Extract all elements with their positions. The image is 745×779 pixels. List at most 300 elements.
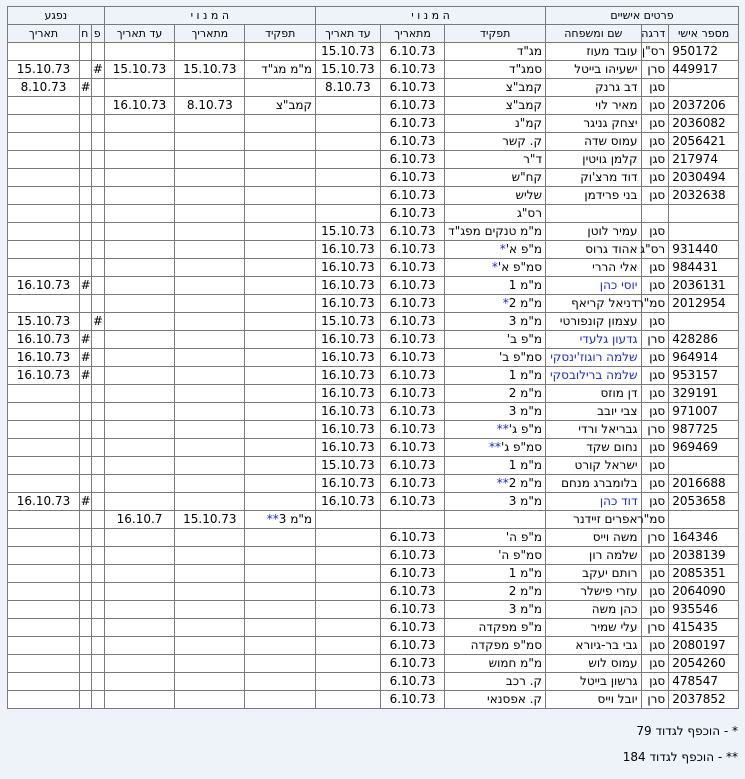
cell-date	[8, 97, 80, 115]
cell-to	[316, 583, 381, 601]
cell-to: 16.10.73	[316, 241, 381, 259]
table-row	[8, 655, 739, 673]
table-row	[8, 529, 739, 547]
cell-to	[316, 151, 381, 169]
cell-rank: סרן	[641, 421, 669, 439]
cell-h	[79, 241, 91, 259]
cell-p	[92, 619, 104, 637]
cell-date	[8, 439, 80, 457]
cell-date	[8, 511, 80, 529]
table-row	[8, 565, 739, 583]
cell-from: 6.10.73	[380, 439, 445, 457]
table-row	[8, 457, 739, 475]
cell-role-2	[245, 439, 316, 457]
cell-role: מ"מ 3	[445, 313, 546, 331]
cell-to	[316, 691, 381, 709]
cell-name: גבי בר-גיורא	[546, 637, 642, 655]
cell-date	[8, 43, 80, 61]
table-row	[8, 385, 739, 403]
cell-from-2	[175, 403, 245, 421]
cell-role-2	[245, 547, 316, 565]
cell-role-2	[245, 457, 316, 475]
cell-h	[79, 133, 91, 151]
cell-role-2	[245, 349, 316, 367]
table-row	[8, 439, 739, 457]
cell-name: יוסי כהן	[546, 277, 642, 295]
cell-id: 987725	[669, 421, 739, 439]
cell-role: מ"מ 1	[445, 367, 546, 385]
cell-p: #	[92, 61, 104, 79]
cell-rank: סגן	[641, 637, 669, 655]
cell-name: דוד מרצ'וק	[546, 169, 642, 187]
cell-p	[92, 277, 104, 295]
cell-to: 16.10.73	[316, 295, 381, 313]
cell-h	[79, 295, 91, 313]
cell-h	[79, 115, 91, 133]
table-row	[8, 259, 739, 277]
cell-date	[8, 133, 80, 151]
cell-h: #	[79, 331, 91, 349]
cell-h	[79, 637, 91, 655]
cell-p	[92, 385, 104, 403]
cell-p	[92, 421, 104, 439]
table-row	[8, 493, 739, 511]
cell-date: 16.10.73	[8, 349, 80, 367]
cell-role: ק. קשר	[445, 133, 546, 151]
cell-name	[546, 205, 642, 223]
footnote-marker: **	[496, 422, 509, 436]
table-row	[8, 637, 739, 655]
table-row	[8, 403, 739, 421]
cell-name: בני פרידמן	[546, 187, 642, 205]
cell-p	[92, 241, 104, 259]
cell-date	[8, 583, 80, 601]
cell-from-2: 8.10.73	[175, 97, 245, 115]
cell-id	[669, 79, 739, 97]
cell-role-2	[245, 259, 316, 277]
cell-p	[92, 493, 104, 511]
cell-name: דן מוזס	[546, 385, 642, 403]
cell-role: ד"ר	[445, 151, 546, 169]
cell-rank: סגן	[641, 187, 669, 205]
cell-role-2	[245, 367, 316, 385]
footnote-marker: **	[496, 476, 509, 490]
table-row	[8, 205, 739, 223]
table-body	[8, 43, 739, 709]
cell-h	[79, 151, 91, 169]
table-row	[8, 187, 739, 205]
cell-role: קמ"נ	[445, 115, 546, 133]
cell-role-2	[245, 565, 316, 583]
cell-date	[8, 115, 80, 133]
cell-from-2	[175, 691, 245, 709]
cell-date	[8, 169, 80, 187]
cell-date: 8.10.73	[8, 79, 80, 97]
cell-name: ישעיהו בייטל	[546, 61, 642, 79]
cell-name: עמוס לוש	[546, 655, 642, 673]
cell-role: רס"ג	[445, 205, 546, 223]
group-header-personal: פרטים אישיים	[546, 7, 739, 25]
col-header-from-2: מתאריך	[175, 25, 245, 43]
cell-rank: סגן	[641, 349, 669, 367]
cell-from-2	[175, 529, 245, 547]
table-row	[8, 691, 739, 709]
cell-rank: סגן	[641, 151, 669, 169]
cell-date: 15.10.73	[8, 313, 80, 331]
cell-role: מ"מ 3	[445, 601, 546, 619]
cell-role-2	[245, 79, 316, 97]
cell-h	[79, 313, 91, 331]
footnote-marker: *	[491, 260, 498, 274]
cell-rank: סגן	[641, 277, 669, 295]
cell-rank: סגן	[641, 403, 669, 421]
cell-to-2	[104, 475, 175, 493]
cell-date: 16.10.73	[8, 277, 80, 295]
table-row	[8, 97, 739, 115]
cell-date	[8, 403, 80, 421]
cell-to: 16.10.73	[316, 349, 381, 367]
cell-from: 6.10.73	[380, 493, 445, 511]
cell-rank: סגן	[641, 673, 669, 691]
col-header-name: שם ומשפחה	[546, 25, 642, 43]
personnel-table-wrapper	[7, 6, 739, 709]
cell-role: סמ"פ ג'**	[445, 439, 546, 457]
cell-from: 6.10.73	[380, 421, 445, 439]
cell-role: מ"מ 1	[445, 457, 546, 475]
cell-role-2	[245, 151, 316, 169]
cell-h	[79, 655, 91, 673]
cell-name: עמוס שדה	[546, 133, 642, 151]
cell-p	[92, 133, 104, 151]
cell-to-2	[104, 457, 175, 475]
cell-to-2	[104, 79, 175, 97]
cell-rank: סגן	[641, 115, 669, 133]
cell-date	[8, 385, 80, 403]
cell-from-2	[175, 115, 245, 133]
cell-to	[316, 637, 381, 655]
cell-from-2	[175, 187, 245, 205]
cell-id: 2053658	[669, 493, 739, 511]
cell-h	[79, 529, 91, 547]
cell-name: עמיר לוטן	[546, 223, 642, 241]
cell-role-2	[245, 223, 316, 241]
cell-role-2	[245, 493, 316, 511]
cell-to-2	[104, 223, 175, 241]
cell-from-2	[175, 475, 245, 493]
cell-from: 6.10.73	[380, 637, 445, 655]
cell-role: סמ"פ א'*	[445, 259, 546, 277]
cell-to	[316, 205, 381, 223]
cell-from-2	[175, 367, 245, 385]
cell-from: 6.10.73	[380, 277, 445, 295]
cell-role-2	[245, 313, 316, 331]
cell-name: כהן משה	[546, 601, 642, 619]
cell-name: עצמון קונפורטי	[546, 313, 642, 331]
cell-role: ק. רכב	[445, 673, 546, 691]
cell-h	[79, 673, 91, 691]
cell-from-2	[175, 241, 245, 259]
cell-role: סמ"פ ה'	[445, 547, 546, 565]
cell-from-2	[175, 259, 245, 277]
cell-date	[8, 619, 80, 637]
cell-p	[92, 583, 104, 601]
cell-id: 2056421	[669, 133, 739, 151]
cell-h	[79, 187, 91, 205]
cell-rank: סגן	[641, 583, 669, 601]
cell-to	[316, 529, 381, 547]
cell-role: מ"מ 1	[445, 565, 546, 583]
cell-from-2	[175, 637, 245, 655]
cell-to-2	[104, 313, 175, 331]
cell-to	[316, 655, 381, 673]
cell-date	[8, 673, 80, 691]
cell-h: #	[79, 349, 91, 367]
cell-to-2	[104, 493, 175, 511]
cell-rank: סגן	[641, 169, 669, 187]
cell-h	[79, 619, 91, 637]
table-row	[8, 169, 739, 187]
cell-p	[92, 367, 104, 385]
cell-h	[79, 691, 91, 709]
cell-to-2	[104, 421, 175, 439]
cell-to: 15.10.73	[316, 313, 381, 331]
cell-role-2	[245, 169, 316, 187]
cell-h	[79, 457, 91, 475]
table-row	[8, 43, 739, 61]
cell-name: דב גרנק	[546, 79, 642, 97]
cell-role	[445, 511, 546, 529]
cell-name: משה וייס	[546, 529, 642, 547]
cell-to-2	[104, 619, 175, 637]
cell-from-2	[175, 223, 245, 241]
cell-from-2	[175, 349, 245, 367]
cell-from: 6.10.73	[380, 97, 445, 115]
cell-role: סמג"ד	[445, 61, 546, 79]
cell-from: 6.10.73	[380, 475, 445, 493]
cell-role: מ"מ 2	[445, 583, 546, 601]
cell-rank: סגן	[641, 655, 669, 673]
cell-from-2	[175, 547, 245, 565]
cell-to-2	[104, 187, 175, 205]
cell-role: מ"פ ה'	[445, 529, 546, 547]
cell-from: 6.10.73	[380, 205, 445, 223]
cell-from: 6.10.73	[380, 169, 445, 187]
cell-from: 6.10.73	[380, 331, 445, 349]
cell-to-2	[104, 205, 175, 223]
cell-rank: סגן	[641, 457, 669, 475]
cell-date	[8, 529, 80, 547]
cell-role-2	[245, 115, 316, 133]
table-row	[8, 421, 739, 439]
cell-name: יובל וייס	[546, 691, 642, 709]
cell-date	[8, 205, 80, 223]
cell-rank: סגן	[641, 313, 669, 331]
col-header-to-2: עד תאריך	[104, 25, 175, 43]
cell-p	[92, 97, 104, 115]
cell-date	[8, 547, 80, 565]
cell-from-2	[175, 583, 245, 601]
table-row	[8, 619, 739, 637]
cell-from: 6.10.73	[380, 313, 445, 331]
cell-rank: סרן	[641, 529, 669, 547]
cell-role-2	[245, 475, 316, 493]
cell-rank: סגן	[641, 439, 669, 457]
cell-to-2: 16.10.73	[104, 97, 175, 115]
cell-from	[380, 511, 445, 529]
table-row	[8, 133, 739, 151]
col-header-h: ח	[79, 25, 91, 43]
cell-id: 2012954	[669, 295, 739, 313]
cell-role-2	[245, 673, 316, 691]
cell-id: 415435	[669, 619, 739, 637]
cell-from: 6.10.73	[380, 565, 445, 583]
cell-from: 6.10.73	[380, 691, 445, 709]
cell-h: #	[79, 493, 91, 511]
cell-role: סמ"פ מפקדה	[445, 637, 546, 655]
cell-from-2	[175, 457, 245, 475]
cell-from-2	[175, 439, 245, 457]
cell-p	[92, 259, 104, 277]
cell-to: 15.10.73	[316, 61, 381, 79]
cell-from: 6.10.73	[380, 43, 445, 61]
cell-h	[79, 583, 91, 601]
cell-from-2	[175, 277, 245, 295]
cell-to	[316, 187, 381, 205]
cell-rank: סרן	[641, 619, 669, 637]
cell-role: שליש	[445, 187, 546, 205]
table-row	[8, 277, 739, 295]
cell-p	[92, 547, 104, 565]
cell-name: דניאל קריאף	[546, 295, 642, 313]
cell-name: עובד מעוז	[546, 43, 642, 61]
cell-to: 15.10.73	[316, 43, 381, 61]
cell-p	[92, 151, 104, 169]
cell-id: 164346	[669, 529, 739, 547]
cell-role: מ"מ טנקים מפג"ד	[445, 223, 546, 241]
footnote-marker: **	[266, 512, 279, 526]
cell-name: שלמה ברילובסקי	[546, 367, 642, 385]
table-row	[8, 115, 739, 133]
cell-id: 2085351	[669, 565, 739, 583]
group-header-assignment-2: ה מ נ ו י	[104, 7, 315, 25]
cell-to: 16.10.73	[316, 403, 381, 421]
cell-p	[92, 349, 104, 367]
footnotes	[623, 724, 738, 776]
cell-rank: סמ"ר	[641, 295, 669, 313]
cell-from: 6.10.73	[380, 655, 445, 673]
cell-rank: סגן	[641, 259, 669, 277]
cell-p	[92, 565, 104, 583]
cell-from-2	[175, 565, 245, 583]
cell-from: 6.10.73	[380, 241, 445, 259]
cell-name: אפרים זיידנר	[546, 511, 642, 529]
cell-from-2	[175, 169, 245, 187]
cell-from-2	[175, 133, 245, 151]
cell-role: קמב"צ	[445, 79, 546, 97]
cell-id: 2030494	[669, 169, 739, 187]
cell-role-2	[245, 691, 316, 709]
cell-from: 6.10.73	[380, 349, 445, 367]
cell-to-2	[104, 169, 175, 187]
cell-rank: סגן	[641, 223, 669, 241]
cell-id: 2036082	[669, 115, 739, 133]
cell-h	[79, 421, 91, 439]
cell-id: 2032638	[669, 187, 739, 205]
cell-id: 950172	[669, 43, 739, 61]
group-header-wounded: נפגע	[8, 7, 105, 25]
cell-from-2	[175, 331, 245, 349]
cell-from-2	[175, 151, 245, 169]
cell-id: 964914	[669, 349, 739, 367]
cell-name: עלי שמיר	[546, 619, 642, 637]
cell-h	[79, 205, 91, 223]
cell-to: 16.10.73	[316, 277, 381, 295]
cell-h	[79, 259, 91, 277]
cell-to	[316, 673, 381, 691]
cell-name: שלמה רון	[546, 547, 642, 565]
cell-h	[79, 61, 91, 79]
cell-id: 2054260	[669, 655, 739, 673]
cell-role-2	[245, 331, 316, 349]
cell-name: גרשון בייטל	[546, 673, 642, 691]
col-header-to: עד תאריך	[316, 25, 381, 43]
cell-rank: סגן	[641, 385, 669, 403]
cell-from: 6.10.73	[380, 673, 445, 691]
cell-h	[79, 547, 91, 565]
table-row	[8, 79, 739, 97]
cell-rank: סגן	[641, 475, 669, 493]
cell-from-2	[175, 601, 245, 619]
cell-p	[92, 673, 104, 691]
table-row	[8, 349, 739, 367]
cell-h	[79, 223, 91, 241]
cell-rank	[641, 205, 669, 223]
footnote-marker: *	[499, 242, 506, 256]
cell-id	[669, 205, 739, 223]
cell-name: שלמה רוגוז'ינסקי	[546, 349, 642, 367]
cell-to-2	[104, 529, 175, 547]
cell-p	[92, 655, 104, 673]
cell-p	[92, 187, 104, 205]
cell-to-2	[104, 367, 175, 385]
cell-h	[79, 169, 91, 187]
cell-role-2	[245, 421, 316, 439]
cell-to	[316, 97, 381, 115]
cell-role: מ"מ חמוש	[445, 655, 546, 673]
cell-from-2	[175, 313, 245, 331]
cell-id: 971007	[669, 403, 739, 421]
cell-to	[316, 115, 381, 133]
cell-to: 8.10.73	[316, 79, 381, 97]
cell-to-2	[104, 691, 175, 709]
cell-to-2	[104, 151, 175, 169]
cell-role-2	[245, 277, 316, 295]
cell-to-2	[104, 385, 175, 403]
cell-rank: רס"ג	[641, 241, 669, 259]
cell-id	[669, 457, 739, 475]
cell-to-2	[104, 439, 175, 457]
cell-to-2	[104, 295, 175, 313]
cell-to: 16.10.73	[316, 259, 381, 277]
cell-from: 6.10.73	[380, 295, 445, 313]
cell-role-2: קמב"צ	[245, 97, 316, 115]
cell-id	[669, 511, 739, 529]
cell-role-2	[245, 187, 316, 205]
cell-to	[316, 547, 381, 565]
cell-role-2	[245, 403, 316, 421]
cell-to-2	[104, 43, 175, 61]
cell-to: 16.10.73	[316, 331, 381, 349]
